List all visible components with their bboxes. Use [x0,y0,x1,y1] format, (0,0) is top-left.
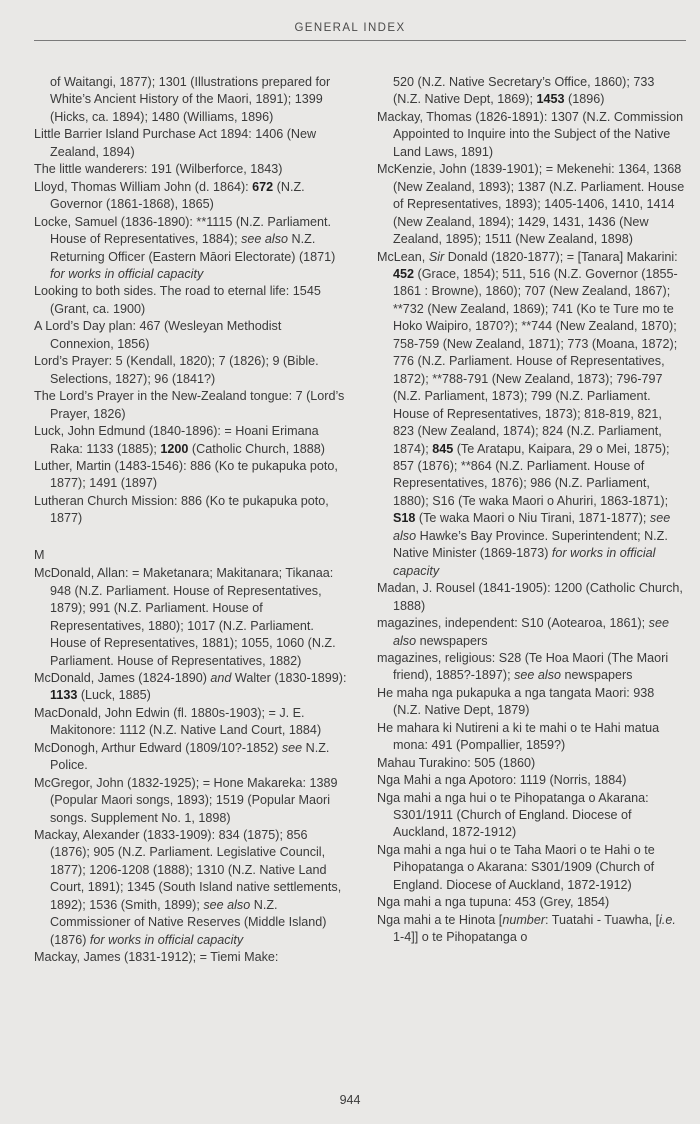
entry-text: Little Barrier Island Purchase Act 1894: 1406 (New Zealand, 1894) [34,127,317,159]
index-entry [34,458,348,493]
index-entry [34,705,348,740]
entry-text: Lloyd, Thomas William John (d. 1864): [34,179,253,194]
entry-text: The Lord’s Prayer in the New-Zealand tongue: 7 (Lord’s Prayer, 1826) [34,389,345,421]
entry-text: He mahara ki Nutireni a ki te mahi o te Hahi matua mona: 491 (Pompallier, 1859?) [377,720,660,753]
page-number: 944 [339,1093,361,1107]
index-entry [377,74,685,109]
entry-text: Walter (1830-1899): [231,670,347,685]
entry-text: MacDonald, John Edwin (fl. 1880s-1903); = J. E. Makitonore: 1112 (N.Z. Native Land Court, 1884) [34,705,322,738]
entry-text: (Catholic Church, 1888) [188,441,325,456]
left-index-column [34,74,348,967]
index-entry [34,214,348,284]
entry-text: see also [393,511,671,543]
entry-text: McDonogh, Arthur Edward (1809/10?-1852) [34,740,282,755]
entry-text: Nga mahi a te Hinota [ [377,912,503,927]
entry-text: 1200 [160,441,189,456]
entry-text: Nga Mahi a nga Apotoro: 1119 (Norris, 1884) [377,773,627,788]
entry-text: He maha nga pukapuka a nga tangata Maori: 938 (N.Z. Native Dept, 1879) [377,685,655,718]
index-entry [34,423,348,458]
entry-text: for works in official capacity [393,546,656,578]
index-entry [377,912,685,947]
index-entry [34,179,348,214]
entry-text: (Luck, 1885) [77,688,151,703]
entry-text: (Te waka Maori o Niu Tirani, 1871-1877); [415,511,650,526]
entry-text: number [502,912,546,927]
entry-text: McGregor, John (1832-1925); = Hone Makareka: 1389 (Popular Maori songs, 1893); 1519 (Popular Maori songs. Supplement No. 1, 1898) [34,775,338,825]
entry-text: N.Z. Police. [50,740,330,773]
index-entry [377,650,685,685]
entry-text: (N.Z. Governor (1861-1868), 1865) [50,179,305,212]
entry-text: 1133 [50,688,78,703]
entry-text: M [34,547,45,562]
entry-text: of Waitangi, 1877); 1301 (Illustrations prepared for White’s Ancient History of the Maori, 1891); 1399 (Hicks, ca. 1894); 1480 (Williams, 1896) [50,75,331,124]
entry-text: 452 [393,266,415,281]
entry-text: Lord’s Prayer: 5 (Kendall, 1820); 7 (1826); 9 (Bible. Selections, 1827); 96 (1841?) [34,354,319,386]
entry-text: and [210,670,232,685]
entry-text: A Lord’s Day plan: 467 (Wesleyan Methodist Connexion, 1856) [34,319,282,351]
index-entry [377,615,685,650]
entry-text: Mackay, Alexander (1833-1909): 834 (1875); 856 (1876); 905 (N.Z. Parliament. Legislative Council, 1877); 1206-1208 (1888); 1310 (N.Z. Native Land Court, 1891); 1345 (South Island native settlements, 1892); 1536 (Smith, 1899); [34,828,342,912]
entry-text: i.e. [659,912,676,927]
section-letter [34,547,348,564]
entry-text: Lutheran Church Mission: 886 (Ko te pukapuka poto, 1877) [34,493,329,526]
entry-text: Mackay, Thomas (1826-1891): 1307 (N.Z. Commission Appointed to Inquire into the Subject of the Native Land Laws, 1891) [377,109,684,159]
entry-text: McLean, [377,249,429,264]
running-header: GENERAL INDEX [294,22,406,34]
entry-text: The little wanderers: 191 (Wilberforce, 1843) [34,162,283,177]
index-entry [34,949,348,966]
entry-text: see also [514,668,562,683]
entry-text: Donald (1820-1877); = [Tanara] Makarini: [444,249,678,264]
index-entry [34,827,348,949]
index-entry [34,775,348,827]
entry-text: Looking to both sides. The road to eternal life: 1545 (Grant, ca. 1900) [34,284,321,316]
entry-text: McKenzie, John (1839-1901); = Mekenehi: 1364, 1368 (New Zealand, 1893); 1387 (N.Z. Parliament. House of Representatives, 1893); 1405-1406, 1410, 1414 (New Zealand, 1894); 1429, 1431, 1436 (New Zealand, 1895); 1511 (New Zealand, 1898) [377,162,685,247]
entry-text: for works in official capacity [50,266,204,281]
entry-text: S18 [393,511,416,526]
entry-text: 1-4]] o te Pihopatanga o [393,930,528,945]
index-entry [377,755,685,772]
entry-text: (Grace, 1854); 511, 516 (N.Z. Governor (1855-1861 : Browne), 1860); 707 (New Zealand, 1867); **732 (New Zealand, 1869); 741 (Ko te Ture mo te Hoko Waipiro, 1870?); **744 (New Zealand, 1870); 758-759 (New Zealand, 1871); 773 (Moana, 1872); 776 (N.Z. Parliament. House of Representatives, 1872); **788-791 (New Zealand, 1873); 796-797 (N.Z. Parliament, 1873); 799 (N.Z. Parliament. House of Representatives, 1873); 818-819, 821, 823 (New Zealand, 1874); 824 (N.Z. Parliament, 1874); [393,266,678,456]
entry-text: for works in official capacity [89,932,244,947]
index-entry [377,842,685,894]
entry-text: see also [393,616,669,648]
entry-text: Nga mahi a nga tupuna: 453 (Grey, 1854) [377,895,610,910]
index-entry [377,580,685,615]
entry-text: Luck, John Edmund (1840-1896): = Hoani Erimana Raka: 1133 (1885); [34,424,319,456]
entry-text: 520 (N.Z. Native Secretary’s Office, 1860); 733 (N.Z. Native Dept, 1869); [393,75,655,107]
entry-text: magazines, religious: S28 (Te Hoa Maori (The Maori friend), 1885?-1897); [377,650,669,683]
entry-text: 672 [252,179,274,194]
entry-text: see [281,740,303,755]
entry-text: Sir [428,249,445,264]
right-index-column [377,74,685,947]
index-entry [34,670,348,705]
entry-text: Hawke’s Bay Province. Superintendent; N.Z. Native Minister (1869-1873) [393,528,668,561]
entry-text: Mahau Turakino: 505 (1860) [377,755,536,770]
index-entry [34,318,348,353]
index-entry [377,790,685,842]
index-entry [34,565,348,670]
index-entry [34,740,348,775]
entry-text: newspapers [561,668,633,683]
entry-text: (Te Aratapu, Kaipara, 29 o Mei, 1875); 857 (1876); **864 (N.Z. Parliament. House of Representatives, 1876); 986 (N.Z. Parliament, 1880); S16 (Te waka Maori o Ahuriri, 1863-1871); [393,441,670,508]
entry-text: 845 [432,441,454,456]
index-entry [34,161,348,178]
index-entry [377,685,685,720]
entry-text: Nga mahi a nga hui o te Pihopatanga o Akarana: S301/1911 (Church of England. Diocese of Auckland, 1872-1912) [377,790,649,840]
index-entry [34,283,348,318]
index-entry [377,894,685,911]
entry-text: Madan, J. Rousel (1841-1905): 1200 (Catholic Church, 1888) [377,581,683,613]
entry-text: newspapers [416,633,488,648]
entry-text: McDonald, James (1824-1890) [34,670,211,685]
entry-text: : Tuatahi - Tuawha, [ [545,912,660,927]
index-entry [377,772,685,789]
entry-text: magazines, independent: S10 (Aotearoa, 1861); [377,616,649,631]
entry-text: N.Z. Returning Officer (Eastern Māori Electorate) (1871) [50,232,336,264]
index-entry [377,720,685,755]
entry-text: see also [203,897,251,912]
entry-text: 1453 [536,92,565,107]
entry-text: (1896) [564,92,605,107]
entry-text: see also [241,232,289,247]
index-entry [377,161,685,248]
index-entry [34,493,348,528]
entry-text: Luther, Martin (1483-1546): 886 (Ko te pukapuka poto, 1877); 1491 (1897) [34,458,338,491]
index-entry [377,109,685,161]
entry-text: N.Z. Commissioner of Native Reserves (Middle Island) (1876) [50,897,327,947]
entry-text: Nga mahi a nga hui o te Taha Maori o te Hahi o te Pihopatanga o Akarana: S301/1909 (Church of England. Diocese of Auckland, 1872-1912) [377,842,655,892]
entry-text: Mackay, James (1831-1912); = Tiemi Make: [34,950,279,965]
index-entry [377,249,685,581]
index-entry [34,388,348,423]
index-entry [34,74,348,126]
header-rule [34,40,686,41]
index-entry [34,126,348,161]
index-entry [34,353,348,388]
entry-text: Locke, Samuel (1836-1890): **1115 (N.Z. Parliament. House of Representatives, 1884); [34,214,332,247]
entry-text: McDonald, Allan: = Maketanara; Makitanara; Tikanaa: 948 (N.Z. Parliament. House of Representatives, 1879); 991 (N.Z. Parliament. House of Representatives, 1880); 1017 (N.Z. Parliament. House of Representatives, 1881); 1055, 1060 (N.Z. Parliament. House of Representatives, 1882) [34,566,336,668]
